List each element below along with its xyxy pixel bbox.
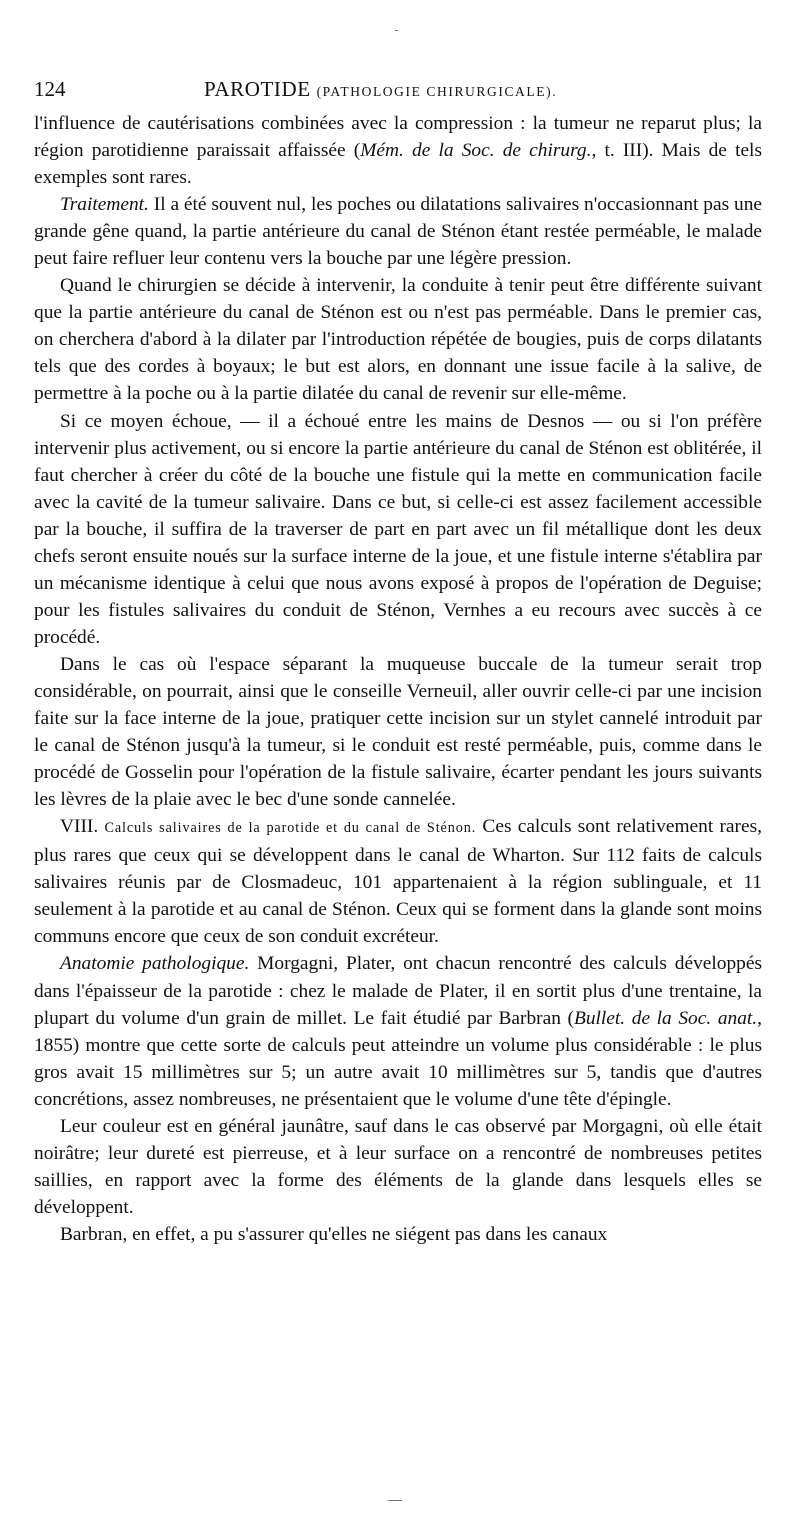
citation-memoires: Mém. de la Soc. de chirurg.: [360, 140, 592, 162]
paragraph-anatomie-text-b: , 1855) montre que cette sorte de calculs peut atteindre un volume plus considérable : le plus gros avait 15 millimètres sur 5; un autre avait 10 millimètres sur 5, tandis que d'autres concrétions, assez nombreuses, ne présentaient que le volume d'une tête d'épingle.: [34, 1007, 762, 1110]
page-number: 124: [34, 77, 66, 101]
paragraph-1-end: , t. III). Mais de tels exemples sont rares.: [34, 140, 762, 189]
paragraph-5: Dans le cas où l'espace séparant la muqueuse buccale de la tumeur serait trop considérable, on pourrait, ainsi que le conseille Verneuil, aller ouvrir celle-ci par une incision faite sur la face interne de la joue, pratiquer cette incision sur un stylet cannelé introduit par le canal de Sténon jusqu'à la tumeur, si le conduit est resté perméable, puis, comme dans le procédé de Gosselin pour l'opération de la fistule salivaire, écarter pendant les jours suivants les lèvres de la plaie avec le bec d'une sonde cannelée.: [34, 653, 762, 811]
paragraph-anatomie: [34, 950, 762, 1112]
paragraph-traitement: [34, 191, 762, 272]
section-label-traitement: Traitement.: [60, 194, 149, 216]
paragraph-1: [34, 110, 762, 191]
scan-speck: [395, 30, 398, 31]
running-title-sub: (PATHOLOGIE CHIRURGICALE).: [316, 84, 558, 99]
body-text: [34, 110, 762, 1248]
citation-bulletin: Bullet. de la Soc. anat.: [573, 1007, 758, 1029]
scan-speck: [388, 1500, 402, 1501]
section-heading-calculs: Calculs salivaires de la parotide et du canal de Sténon.: [104, 820, 477, 837]
running-title: [204, 74, 557, 107]
paragraph-1-text: l'influence de cautérisations combinées avec la compression : la tumeur ne reparut plus; la région parotidienne paraissait affaissée (: [34, 113, 762, 162]
paragraph-8: Leur couleur est en général jaunâtre, sauf dans le cas observé par Morgagni, où elle était noirâtre; leur dureté est pierreuse, et à leur surface on a rencontré de nombreuses petites saillies, en rapport avec la forme des éléments de la glande dans lesquels elles se développent.: [34, 1115, 762, 1218]
section-label-anatomie: Anatomie pathologique.: [60, 953, 250, 975]
paragraph-3: Quand le chirurgien se décide à intervenir, la conduite à tenir peut être différente suivant que la partie antérieure du canal de Sténon est ou n'est pas perméable. Dans le premier cas, on cherchera d'abord à la dilater par l'introduction répétée de bougies, puis de corps dilatants tels que des cordes à boyaux; le but est alors, en donnant une issue facile à la salive, de permettre à la poche ou à la partie dilatée du canal de revenir sur elle-même.: [34, 275, 762, 405]
running-title-main: PAROTIDE: [204, 77, 311, 101]
paragraph-4: Si ce moyen échoue, — il a échoué entre les mains de Desnos — ou si l'on préfère intervenir plus activement, ou si encore la partie antérieure du canal de Sténon est oblitérée, il faut chercher à créer du côté de la bouche une fistule qui la mette en communication facile avec la cavité de la tumeur salivaire. Dans ce but, si celle-ci est assez facilement accessible par la bouche, il suffira de la traverser de part en part avec un fil métallique dont les deux chefs seront ensuite noués sur la surface interne de la joue, et une fistule interne s'établira par un mécanisme identique à celui que nous avons exposé à propos de l'opération de Deguise; pour les fistules salivaires du conduit de Sténon, Vernhes a eu recours avec succès à ce procédé.: [34, 410, 762, 648]
paragraph-traitement-text: Il a été souvent nul, les poches ou dilatations salivaires n'occasionnant pas une grande gêne quand, la partie antérieure du canal de Sténon étant restée perméable, le malade peut faire refluer leur contenu vers la bouche par une légère pression.: [34, 194, 762, 270]
paragraph-section-viii-text: Ces calculs sont relativement rares, plus rares que ceux qui se développent dans le canal de Wharton. Sur 112 faits de calculs salivaires réunis par de Closmadeuc, 101 appartenaient à la région sublinguale, et 11 seulement à la parotide et au canal de Sténon. Ceux qui se forment dans la glande sont moins communs encore que ceux de son conduit excréteur.: [34, 816, 762, 948]
paragraph-9: Barbran, en effet, a pu s'assurer qu'elles ne siégent pas dans les canaux: [60, 1223, 608, 1245]
paragraph-section-viii: [34, 813, 762, 950]
paragraph-anatomie-text-a: Morgagni, Plater, ont chacun rencontré des calculs développés dans l'épaisseur de la parotide : chez le malade de Plater, il en sortit plus d'une trentaine, la plupart du volume d'un grain de millet. Le fait étudié par Barbran (: [34, 953, 763, 1029]
running-header: [34, 74, 766, 104]
section-number: VIII.: [60, 816, 99, 838]
